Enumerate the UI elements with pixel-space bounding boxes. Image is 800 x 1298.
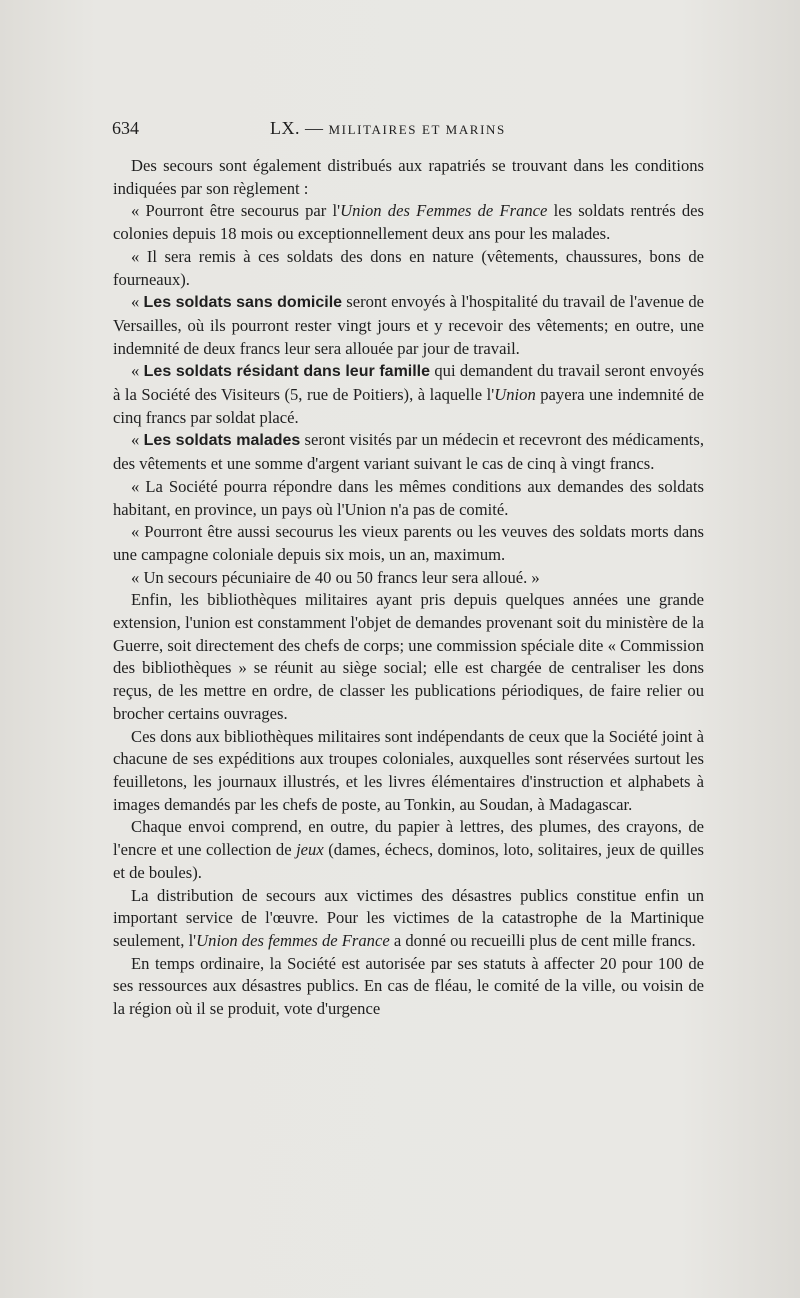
paragraph-p5 [113, 360, 704, 429]
text-segment: « [131, 292, 144, 312]
paragraph-p1 [113, 155, 704, 200]
paragraph-p7 [113, 476, 704, 521]
paragraph-p14 [113, 953, 704, 1021]
section-title: MILITAIRES ET MARINS [328, 122, 506, 137]
bold-heading: Les soldats résidant dans leur famille [143, 363, 431, 381]
text-segment: Ces dons aux bibliothèques militaires sont indépendants de ceux que la Société joint à chacune de ses expéditions aux troupes coloniales, auxquelles sont réservées surtout les feuilletons, les journaux illustrés, et les livres élémentaires d'instruction et alphabets à images demandés par les chefs de poste, au Tonkin, au Soudan, à Madagascar. [113, 726, 704, 814]
text-segment: « [131, 361, 144, 381]
text-segment: Des secours sont également distribués aux rapatriés se trouvant dans les conditions indiquées par son règlement : [113, 156, 704, 198]
italic-text: jeux [296, 840, 324, 860]
running-header [112, 118, 704, 144]
text-segment: (dames, échecs, dominos, loto, solitaires, jeux de quilles et de boules). [113, 840, 704, 882]
italic-text: Union [494, 385, 536, 405]
paragraph-p9 [113, 567, 704, 590]
text-segment: a donné ou recueilli plus de cent mille francs. [389, 930, 696, 950]
text-segment: « Un secours pécuniaire de 40 ou 50 francs leur sera alloué. » [131, 567, 540, 587]
bold-heading: Les soldats malades [143, 432, 301, 450]
paragraph-p2 [113, 200, 704, 245]
italic-text: Union des femmes de France [196, 930, 390, 950]
paragraph-p11 [113, 726, 704, 817]
chapter-number: LX. — [270, 118, 324, 138]
text-segment: seront visités par un médecin et recevront des médicaments, des vêtements et une somme d'argent variant suivant le cas de cinq à vingt francs. [113, 430, 704, 474]
text-segment: seront envoyés à l'hospitalité du travail de l'avenue de Versailles, où ils pourront rester vingt jours et y recevoir des vêtements; en outre, une indemnité de deux francs leur sera allouée par jour de travail. [113, 292, 705, 358]
paragraph-p4 [113, 291, 704, 360]
text-segment: Chaque envoi comprend, en outre, du papier à lettres, des plumes, des crayons, de l'encre et une collection de [113, 817, 704, 860]
text-segment: « Il sera remis à ces soldats des dons en nature (vêtements, chaussures, bons de fourneaux). [113, 246, 704, 289]
italic-text: Union des Femmes de France [340, 201, 548, 221]
page-body [113, 155, 704, 1021]
text-segment: qui demandent du travail seront envoyés à la Société des Visiteurs (5, rue de Poitiers), à laquelle l' [113, 361, 704, 405]
paragraph-p12 [113, 816, 704, 884]
paragraph-p6 [113, 429, 704, 475]
text-segment: La distribution de secours aux victimes des désastres publics constitue enfin un important service de l'œuvre. Pour les victimes de la catastrophe de la Martinique seulement, l' [113, 885, 704, 950]
text-segment: « [131, 430, 144, 450]
bold-heading: Les soldats sans domicile [143, 294, 343, 312]
text-segment: En temps ordinaire, la Société est autorisée par ses statuts à affecter 20 pour 100 de ses ressources aux désastres publics. En cas de fléau, le comité de la ville, ou voisin de la région où il se produit, vote d'urgence [113, 953, 704, 1019]
paragraph-p8 [113, 521, 704, 566]
text-segment: payera une indemnité de cinq francs par soldat placé. [113, 385, 704, 427]
paragraph-p10 [113, 589, 704, 725]
page-number: 634 [112, 118, 139, 138]
text-segment: « La Société pourra répondre dans les mêmes conditions aux demandes des soldats habitant, en province, un pays où l'Union n'a pas de comité. [113, 476, 704, 519]
text-segment: « Pourront être aussi secourus les vieux parents ou les veuves des soldats morts dans une campagne coloniale depuis six mois, un an, maximum. [113, 522, 704, 564]
paragraph-p3 [113, 246, 704, 291]
chapter-title [270, 118, 506, 139]
text-segment: Enfin, les bibliothèques militaires ayant pris depuis quelques années une grande extension, l'union est constamment l'objet de demandes provenant soit du ministère de la Guerre, soit directement des chefs de corps; une commission spéciale dite « Commission des bibliothèques » se réunit au siège social; elle est chargée de centraliser les dons reçus, de les mettre en ordre, de classer les publications périodiques, de faire relier ou brocher certains ouvrages. [113, 590, 704, 723]
text-segment: les soldats rentrés des colonies depuis 18 mois ou exceptionnellement deux ans pour les malades. [113, 201, 704, 244]
text-segment: « Pourront être secourus par l' [131, 201, 341, 221]
paragraph-p13 [113, 885, 704, 953]
